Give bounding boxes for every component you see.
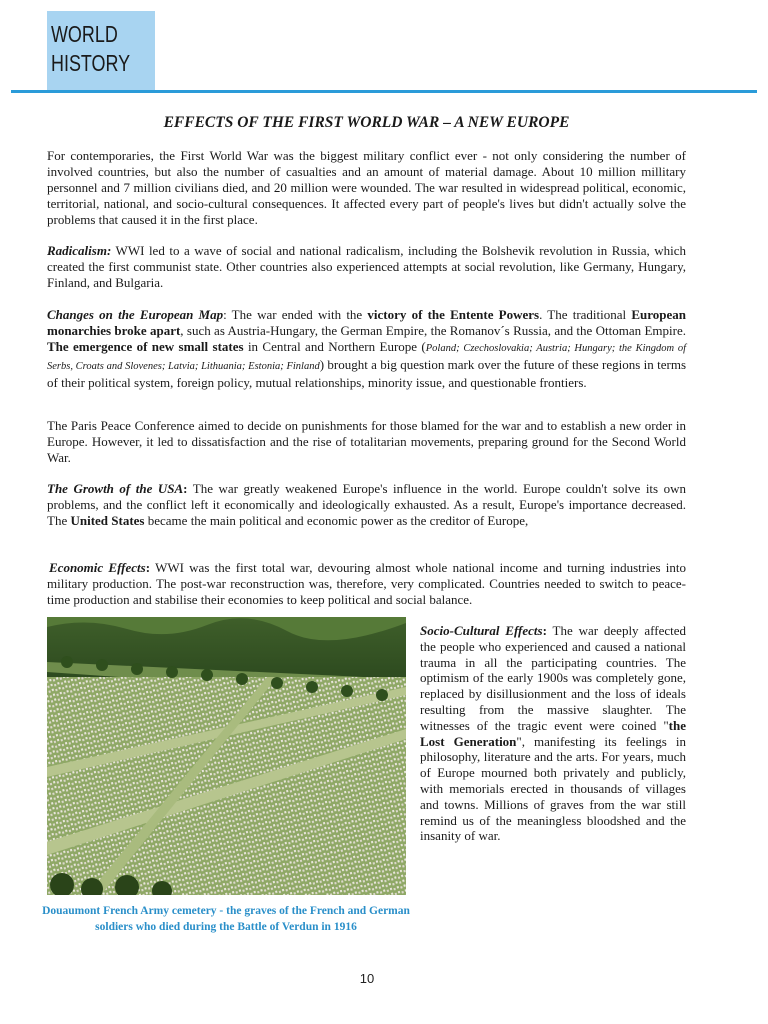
socio-colon: :	[542, 623, 547, 638]
map-bold-2: European monarchies broke apart	[47, 307, 687, 338]
socio-text-2: ", manifesting its feelings in philosophy, literature and the arts. For years, much of Europe mourned both privately and publicly, with memorials erected in thousands of villages and towns. Millions of graves from the war still remind us of the meaningless bloodshed and the insanity of war.	[420, 733, 687, 844]
usa-paragraph	[47, 481, 686, 529]
map-bold-3: The emergence of new small states	[47, 339, 244, 354]
economic-text: WWI was the first total war, devouring almost whole national income and turning industries into military production. The post-war reconstruction was, therefore, very complicated. Countries needed to switch to peace-time production and stabilise their economies to keep political and social balance.	[47, 560, 686, 607]
header-line-2: HISTORY	[51, 50, 131, 76]
header-line-1: WORLD	[51, 21, 118, 47]
page-title: EFFECTS OF THE FIRST WORLD WAR – A NEW EUROPE	[163, 114, 570, 131]
economic-label: Economic Effects	[49, 560, 146, 575]
radicalism-text: WWI led to a wave of social and national radicalism, including the Bolshevik revolution in Russia, which created the first communist state. Other countries also experienced attempts at social revolution, like Germany, Hungary, Finland, and Bulgaria.	[47, 243, 686, 290]
map-text-2: . The traditional	[539, 307, 632, 322]
usa-label: The Growth of the USA	[47, 481, 184, 496]
photo-caption: Douaumont French Army cemetery - the graves of the French and German soldiers who died during the Battle of Verdun in 1916	[42, 905, 410, 933]
map-paragraph	[47, 307, 686, 391]
map-text-4: in Central and Northern Europe (	[243, 339, 426, 354]
usa-text-1: The war greatly weakened Europe's influence in the world. Europe couldn't solve its own problems, and the conflict left it economically and ideologically exhausted. As a result, Europe's importance decreased. The	[47, 481, 687, 528]
map-label: Changes on the European Map	[47, 307, 224, 322]
map-text-1: : The war ended with the	[223, 307, 368, 322]
socio-text-1: The war deeply affected the people who experienced and caused a national trauma in all the participating countries. The optimism of the early 1900s was completely gone, replaced by disillusionment and the loss of ideals resulting from the massive slaughter. The witnesses of the tragic event were coined "	[420, 623, 686, 733]
map-bold-1: victory of the Entente Powers	[367, 307, 540, 322]
radicalism-paragraph	[47, 243, 686, 291]
socio-bold-1: the Lost Generation	[420, 717, 686, 749]
map-text-5: ) brought a big question mark over the future of these regions in terms of their political system, foreign policy, mutual relationships, minority issue, and questionable frontiers.	[47, 357, 686, 390]
intro-paragraph: For contemporaries, the First World War was the biggest military conflict ever - not only considering the number of involved countries, but also the number of casualties and an amount of material damage. About 10 million millitary personnel and 7 million civilians died, and 20 million were wounded. The war resulted in widespread political, economic, territorial, national, and socio-cultural consequences. It affected every part of people's lives but didn't actually solve the problems that caused it in the first place.	[47, 148, 686, 227]
usa-bold-1: United States	[70, 513, 145, 528]
map-text-3: , such as Austria-Hungary, the German Empire, the Romanov´s Russia, and the Ottoman Empire.	[180, 323, 686, 338]
radicalism-label: Radicalism:	[47, 243, 112, 258]
usa-colon: :	[183, 481, 188, 496]
header-badge	[47, 11, 155, 90]
socio-label: Socio-Cultural Effects	[420, 623, 543, 638]
usa-text-2: became the main political and economic power as the creditor of Europe,	[144, 513, 529, 528]
page-number: 10	[359, 971, 375, 986]
socio-cultural-paragraph	[420, 623, 686, 844]
cemetery-photo	[47, 617, 406, 895]
paris-paragraph: The Paris Peace Conference aimed to decide on punishments for those blamed for the war and to establish a new order in Europe. However, it led to dissatisfaction and the rise of totalitarian movements, preparing ground for the Second World War.	[47, 418, 686, 465]
map-countries: Poland; Czechoslovakia; Austria; Hungary; the Kingdom of Serbs, Croats and Slovenes; Latvia; Lithuania; Estonia; Finland	[47, 343, 686, 372]
header-rule	[11, 90, 757, 93]
economic-paragraph	[47, 560, 686, 608]
economic-colon: :	[145, 560, 151, 575]
